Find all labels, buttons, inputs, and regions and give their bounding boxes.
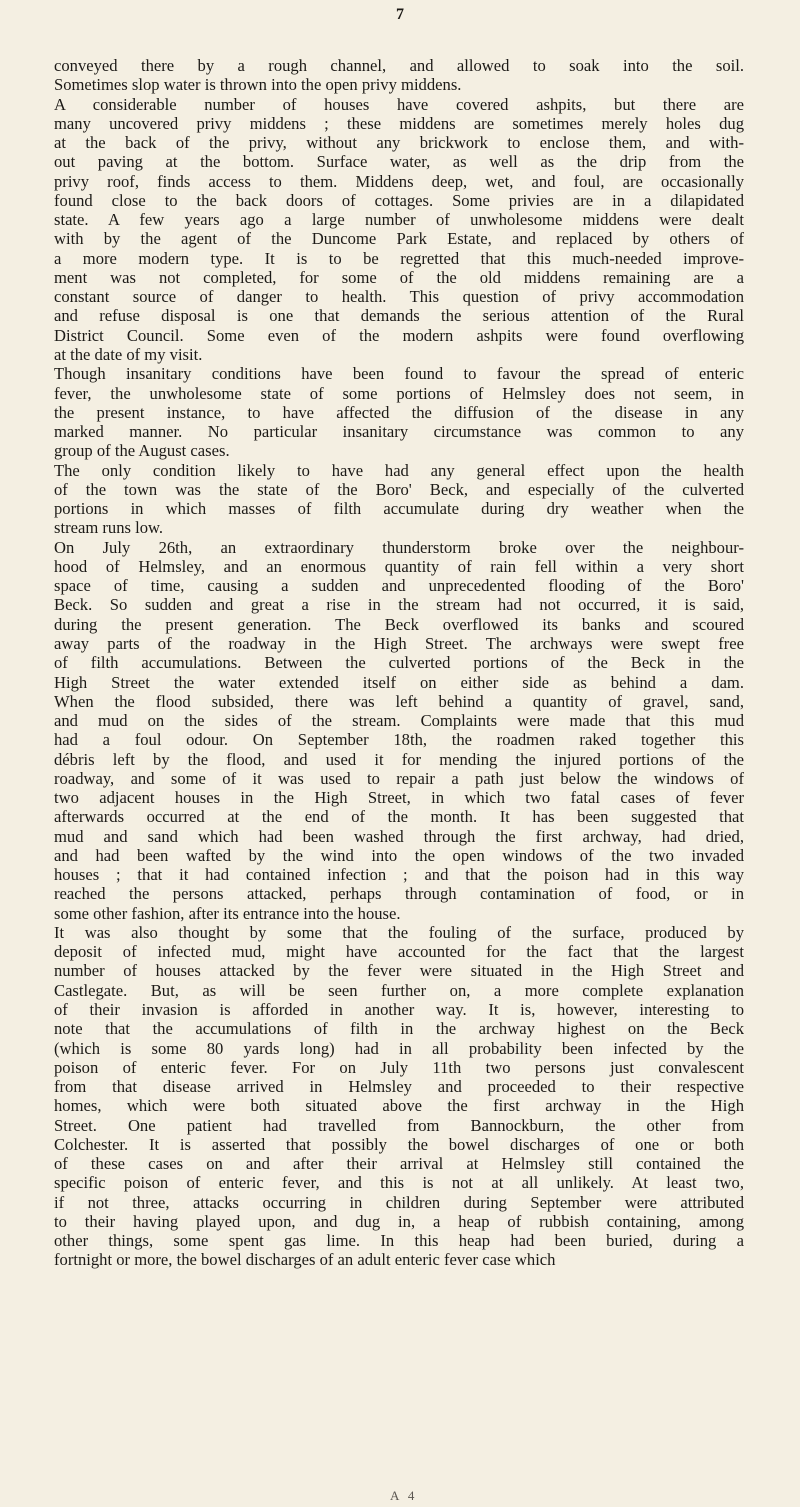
text-line: note that the accumulations of filth in the archway highest on the Beck [54, 1019, 744, 1039]
text-line: (which is some 80 yards long) had in all probability been infected by the [54, 1038, 744, 1058]
text-line: and refuse disposal is one that demands the serious attention of the Rural [54, 306, 744, 326]
text-line: away parts of the roadway in the High Street. The archways were swept free [54, 633, 744, 653]
text-line: When the flood subsided, there was left behind a quantity of gravel, sand, [54, 691, 744, 711]
text-line: if not three, attacks occurring in children during September were attributed [54, 1192, 744, 1212]
paragraph [54, 538, 744, 923]
text-line: conveyed there by a rough channel, and allowed to soak into the soil. [54, 56, 744, 75]
text-line: poison of enteric fever. For on July 11th two persons just convalescent [54, 1057, 744, 1077]
text-line: of the town was the state of the Boro' Beck, and especially of the culverted [54, 479, 744, 499]
text-line: houses ; that it had contained infection ; and that the poison had in this way [54, 865, 744, 885]
text-line: found close to the back doors of cottages. Some privies are in a dilapidated [54, 190, 744, 210]
text-line: at the date of my visit. [54, 344, 203, 364]
text-line: and had been wafted by the wind into the open windows of the two invaded [54, 845, 744, 865]
text-line: and mud on the sides of the stream. Complaints were made that this mud [54, 711, 744, 731]
text-line: constant source of danger to health. This question of privy accommodation [54, 287, 744, 307]
paragraph [54, 56, 744, 95]
text-line: to their having played upon, and dug in, a heap of rubbish containing, among [54, 1211, 744, 1231]
text-line: a more modern type. It is to be regretted that this much-needed improve- [54, 248, 744, 268]
text-line: during the present generation. The Beck overflowed its banks and scoured [54, 614, 744, 634]
body-text [54, 56, 744, 1270]
text-line: had a foul odour. On September 18th, the roadmen raked together this [54, 730, 744, 750]
text-line: fever, the unwholesome state of some portions of Helmsley does not seem, in [54, 383, 744, 403]
text-line: out paving at the bottom. Surface water, as well as the drip from the [54, 152, 744, 172]
signature-mark: A 4 [390, 1488, 418, 1503]
text-line: fortnight or more, the bowel discharges of an adult enteric fever case which [54, 1250, 556, 1270]
text-line: ment was not completed, for some of the old middens remaining are a [54, 267, 744, 287]
paragraph [54, 461, 744, 538]
text-line: Castlegate. But, as will be seen further on, a more complete explanation [54, 980, 744, 1000]
text-line: High Street the water extended itself on either side as behind a dam. [54, 672, 744, 692]
text-line: of these cases on and after their arrival at Helmsley still contained the [54, 1154, 744, 1174]
text-line: with by the agent of the Duncome Park Estate, and replaced by others of [54, 229, 744, 249]
text-line: number of houses attacked by the fever were situated in the High Street and [54, 961, 744, 981]
text-line: of filth accumulations. Between the culverted portions of the Beck in the [54, 653, 744, 673]
text-line: some other fashion, after its entrance into the house. [54, 903, 401, 923]
text-line: specific poison of enteric fever, and this is not at all unlikely. At least two, [54, 1173, 744, 1193]
text-line: at the back of the privy, without any brickwork to enclose them, and with- [54, 133, 744, 153]
text-line: homes, which were both situated above the first archway in the High [54, 1096, 744, 1116]
text-line: many uncovered privy middens ; these middens are sometimes merely holes dug [54, 113, 744, 133]
text-line: mud and sand which had been washed through the first archway, had dried, [54, 826, 744, 846]
text-line: Sometimes slop water is thrown into the open privy middens. [54, 75, 462, 95]
text-line: roadway, and some of it was used to repair a path just below the windows of [54, 768, 744, 788]
text-line: stream runs low. [54, 518, 164, 538]
text-line: Colchester. It is asserted that possibly the bowel discharges of one or both [54, 1134, 744, 1154]
text-line: Street. One patient had travelled from Bannockburn, the other from [54, 1115, 744, 1135]
text-line: On July 26th, an extraordinary thunderstorm broke over the neighbour- [54, 537, 744, 557]
text-line: hood of Helmsley, and an enormous quantity of rain fell within a very short [54, 556, 744, 576]
text-line: débris left by the flood, and used it for mending the injured portions of the [54, 749, 744, 769]
text-line: space of time, causing a sudden and unprecedented flooding of the Boro' [54, 576, 744, 596]
text-line: Though insanitary conditions have been found to favour the spread of enteric [54, 364, 744, 384]
text-line: from that disease arrived in Helmsley and proceeded to their respective [54, 1077, 744, 1097]
text-line: deposit of infected mud, might have accounted for the fact that the largest [54, 942, 744, 962]
text-line: District Council. Some even of the modern ashpits were found overflowing [54, 325, 744, 345]
page-number: 7 [396, 6, 404, 23]
text-line: marked manner. No particular insanitary circumstance was common to any [54, 422, 744, 442]
paragraph [54, 364, 744, 460]
text-line: of their invasion is afforded in another way. It is, however, interesting to [54, 1000, 744, 1020]
text-line: A considerable number of houses have covered ashpits, but there are [54, 94, 744, 114]
text-line: privy roof, finds access to them. Middens deep, wet, and foul, are occasionally [54, 171, 744, 191]
text-line: afterwards occurred at the end of the month. It has been suggested that [54, 807, 744, 827]
text-line: reached the persons attacked, perhaps through contamination of food, or in [54, 884, 744, 904]
text-line: group of the August cases. [54, 441, 230, 461]
text-line: portions in which masses of filth accumulate during dry weather when the [54, 499, 744, 519]
paragraph [54, 95, 744, 365]
text-line: Beck. So sudden and great a rise in the stream had not occurred, it is said, [54, 595, 744, 615]
text-line: two adjacent houses in the High Street, in which two fatal cases of fever [54, 788, 744, 808]
text-line: The only condition likely to have had any general effect upon the health [54, 460, 744, 480]
paragraph [54, 923, 744, 1270]
text-line: state. A few years ago a large number of unwholesome middens were dealt [54, 210, 744, 230]
text-line: It was also thought by some that the fouling of the surface, produced by [54, 922, 744, 942]
text-line: the present instance, to have affected the diffusion of the disease in any [54, 402, 744, 422]
text-line: other things, some spent gas lime. In this heap had been buried, during a [54, 1231, 744, 1251]
